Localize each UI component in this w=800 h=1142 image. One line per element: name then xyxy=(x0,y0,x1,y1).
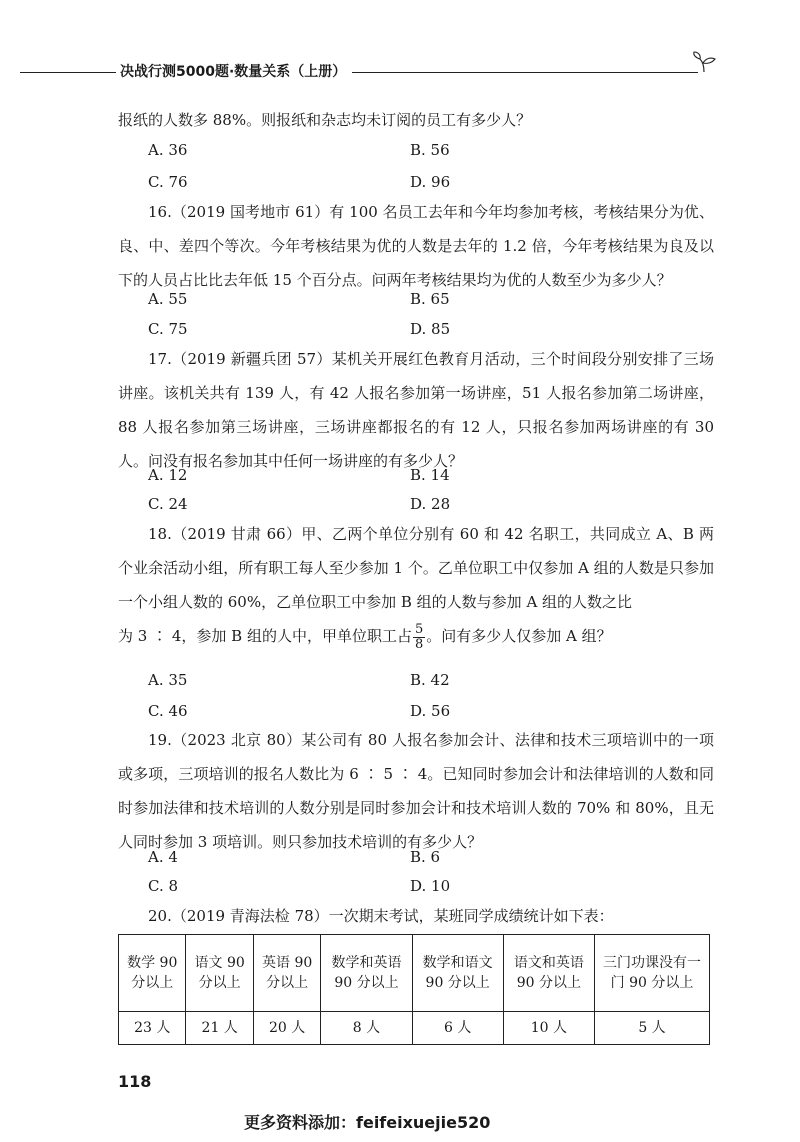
table-header-cell: 数学和语文 90 分以上 xyxy=(412,935,503,1012)
q15-option-a: A. 36 xyxy=(148,141,188,159)
table-header-cell: 数学和英语 90 分以上 xyxy=(321,935,412,1012)
sprout-icon xyxy=(690,48,720,78)
q19-text: 19.（2023 北京 80）某公司有 80 人报名参加会计、法律和技术三项培训中的一项或多项，三项培训的报名人数比为 6 ∶ 5 ∶ 4。已知同时参加会计和法律培训的人数和同时参加法律和技术培训的人数分别是同时参加会计和技术培训人数的 70% 和 80%，且无人同时参加 3 项培训。则只参加技术培训的有多少人？ xyxy=(118,731,714,851)
q19-option-a: A. 4 xyxy=(148,848,178,866)
table-header-cell: 语文 90 分以上 xyxy=(186,935,253,1012)
q19-option-c: C. 8 xyxy=(148,877,179,895)
footer-note: 更多资料添加：feifeixuejie520 xyxy=(244,1113,491,1132)
table-header-cell: 英语 90 分以上 xyxy=(253,935,320,1012)
q15-option-d: D. 96 xyxy=(410,173,451,191)
q16-option-a: A. 55 xyxy=(148,290,188,308)
table-cell: 21 人 xyxy=(186,1012,253,1045)
q16-option-b: B. 65 xyxy=(410,290,450,308)
q19-option-b: B. 6 xyxy=(410,848,441,866)
score-table xyxy=(118,934,710,1045)
q17-text: 17.（2019 新疆兵团 57）某机关开展红色教育月活动，三个时间段分别安排了三场讲座。该机关共有 139 人，有 42 人报名参加第一场讲座，51 人报名参加第二场讲座，88 人报名参加第三场讲座，三场讲座都报名的有 12 人，只报名参加两场讲座的有 30 人。问没有报名参加其中任何一场讲座的有多少人？ xyxy=(118,350,714,470)
q18-text-part2: 为 3 ∶ 4，参加 B 组的人中，甲单位职工占 xyxy=(118,627,412,645)
table-row xyxy=(119,1012,710,1045)
table-cell: 10 人 xyxy=(503,1012,594,1045)
table-cell: 8 人 xyxy=(321,1012,412,1045)
q18-text-part3: 。问有多少人仅参加 A 组？ xyxy=(426,627,612,645)
table-header-cell: 数学 90 分以上 xyxy=(119,935,186,1012)
q17-option-d: D. 28 xyxy=(410,495,451,513)
q17-option-b: B. 14 xyxy=(410,466,450,484)
q16-option-d: D. 85 xyxy=(410,320,451,338)
header-rule-right xyxy=(352,72,698,73)
q18-option-a: A. 35 xyxy=(148,671,188,689)
fraction-denominator: 8 xyxy=(414,636,424,652)
q16-text: 16.（2019 国考地市 61）有 100 名员工去年和今年均参加考核，考核结果分为优、良、中、差四个等次。今年考核结果为优的人数是去年的 1.2 倍，今年考核结果为良及以下的人员占比比去年低 15 个百分点。问两年考核结果均为优的人数至少为多少人？ xyxy=(118,203,714,289)
q15-option-b: B. 56 xyxy=(410,141,450,159)
header-rule-left xyxy=(20,72,116,73)
table-cell: 6 人 xyxy=(412,1012,503,1045)
table-header-cell: 三门功课没有一门 90 分以上 xyxy=(594,935,709,1012)
table-cell: 5 人 xyxy=(594,1012,709,1045)
q18-text: 18.（2019 甘肃 66）甲、乙两个单位分别有 60 和 42 名职工，共同成立 A、B 两个业余活动小组，所有职工每人至少参加 1 个。乙单位职工中仅参加 A 组的人数是只参加一个小组人数的 60%，乙单位职工中参加 B 组的人数与参加 A 组的人数之比 xyxy=(118,525,714,611)
header-title: 决战行测5000题·数量关系（上册） xyxy=(120,64,347,80)
table-cell: 23 人 xyxy=(119,1012,186,1045)
table-header-cell: 语文和英语 90 分以上 xyxy=(503,935,594,1012)
table-header-row xyxy=(119,935,710,1012)
q18-fraction xyxy=(413,623,425,652)
q15-text: 报纸的人数多 88%。则报纸和杂志均未订阅的员工有多少人？ xyxy=(118,111,532,129)
table-cell: 20 人 xyxy=(253,1012,320,1045)
q15-option-c: C. 76 xyxy=(148,173,188,191)
q20-text: 20.（2019 青海法检 78）一次期末考试，某班同学成绩统计如下表： xyxy=(148,907,614,925)
q16-option-c: C. 75 xyxy=(148,320,188,338)
fraction-numerator: 5 xyxy=(414,621,424,637)
q17-option-c: C. 24 xyxy=(148,495,188,513)
q18-option-d: D. 56 xyxy=(410,702,451,720)
page-number: 118 xyxy=(118,1072,152,1091)
q18-text-line2 xyxy=(118,616,714,656)
q18-option-c: C. 46 xyxy=(148,702,188,720)
page-header xyxy=(0,58,800,88)
q18-option-b: B. 42 xyxy=(410,671,450,689)
q17-option-a: A. 12 xyxy=(148,466,188,484)
q19-option-d: D. 10 xyxy=(410,877,451,895)
